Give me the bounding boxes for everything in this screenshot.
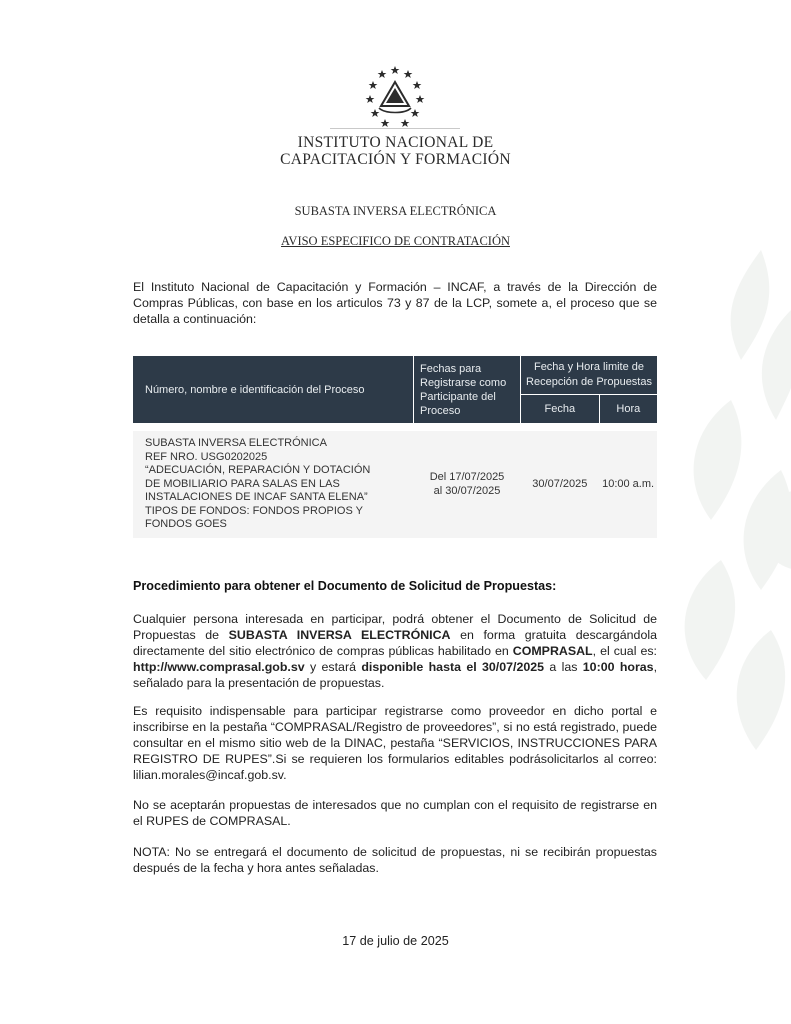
coat-of-arms-seal-icon	[365, 64, 425, 130]
header-time: Hora	[599, 395, 657, 428]
process-line: SUBASTA INVERSA ELECTRÓNICA	[145, 437, 327, 449]
text-span: y estará	[304, 660, 362, 674]
procedure-paragraph-3: No se aceptarán propuestas de interesados que no cumplan con el requisito de registrarse en el RUPES de COMPRASAL.	[133, 798, 657, 828]
registration-to: al 30/07/2025	[433, 485, 501, 498]
process-line: DE MOBILIARIO PARA SALAS EN LAS	[145, 477, 340, 490]
document-subtitle: AVISO ESPECIFICO DE CONTRATACIÓN	[281, 234, 510, 248]
table-row	[133, 427, 657, 538]
process-line: TIPOS DE FONDOS: FONDOS PROPIOS Y	[145, 504, 363, 517]
header-registration: Fechas para Registrarse como Participante del Proceso	[414, 356, 521, 427]
text-span: Cualquier persona interesada en participar, podrá obtener el Documento de Solicitud de Propuestas de	[133, 612, 657, 642]
cell-date: 30/07/2025	[521, 427, 600, 538]
text-span: , señalado para la presentación de propuestas.	[133, 660, 658, 690]
text-span: , el cual es:	[592, 644, 657, 658]
intro-paragraph: El Instituto Nacional de Capacitación y Formación – INCAF, a través de la Dirección de Compras Públicas, con base en los articulos 73 y 87 de la LCP, somete a, el proceso que se detalla a continuación:	[133, 280, 657, 326]
header-process: Número, nombre e identificación del Proceso	[133, 356, 414, 427]
procedure-paragraph-1	[133, 611, 657, 691]
bold-availability: disponible hasta el 30/07/2025	[361, 660, 545, 674]
text-span: en forma gratuita descargándola directamente del sitio electrónico de compras públicas habilitado en	[133, 628, 657, 658]
bold-comprasal: COMPRASAL	[512, 644, 593, 658]
process-line: INSTALACIONES DE INCAF SANTA ELENA”	[145, 491, 368, 503]
process-line: REF NRO. USG0202025	[145, 450, 268, 463]
cell-registration	[414, 427, 521, 538]
procedure-note: NOTA: No se entregará el documento de solicitud de propuestas, ni se recibirán propuestas después de la fecha y hora antes señaladas.	[133, 845, 657, 875]
seal-divider	[330, 128, 460, 129]
process-line: “ADECUACIÓN, REPARACIÓN Y DOTACIÓN	[145, 464, 371, 476]
document-title: SUBASTA INVERSA ELECTRÓNICA	[294, 204, 497, 218]
process-line: FONDOS GOES	[145, 518, 227, 530]
procedure-paragraph-2: Es requisito indispensable para participar registrarse como proveedor en dicho portal e inscribirse en la pestaña “COMPRASAL/Registro de proveedores”, si no está registrado, puede consultar en el mismo sitio web de la DINAC, pestaña “SERVICIOS, INSTRUCCIONES PARA REGISTRO DE RUPES”.Si se requieren los formularios editables podrásolicitarlos al correo: lilian.morales@incaf.gob.sv.	[133, 704, 657, 782]
bold-auction-type: SUBASTA INVERSA ELECTRÓNICA	[228, 628, 451, 642]
header-date: Fecha	[521, 395, 600, 428]
bold-hour: 10:00 horas	[582, 660, 654, 674]
header-deadline: Fecha y Hora limite de Recepción de Propuestas	[521, 356, 658, 395]
cell-process	[133, 427, 414, 538]
text-span: a las	[544, 660, 583, 674]
footer-date: 17 de julio de 2025	[342, 934, 449, 948]
institution-name-line2: CAPACITACIÓN Y FORMACIÓN	[280, 151, 511, 168]
cell-time: 10:00 a.m.	[599, 427, 657, 538]
process-table	[133, 356, 657, 538]
procedure-heading: Procedimiento para obtener el Documento de Solicitud de Propuestas:	[133, 579, 557, 593]
comprasal-link[interactable]: http://www.comprasal.gob.sv	[133, 660, 305, 674]
institution-name-line1: INSTITUTO NACIONAL DE	[297, 134, 494, 151]
registration-from: Del 17/07/2025	[429, 471, 505, 484]
